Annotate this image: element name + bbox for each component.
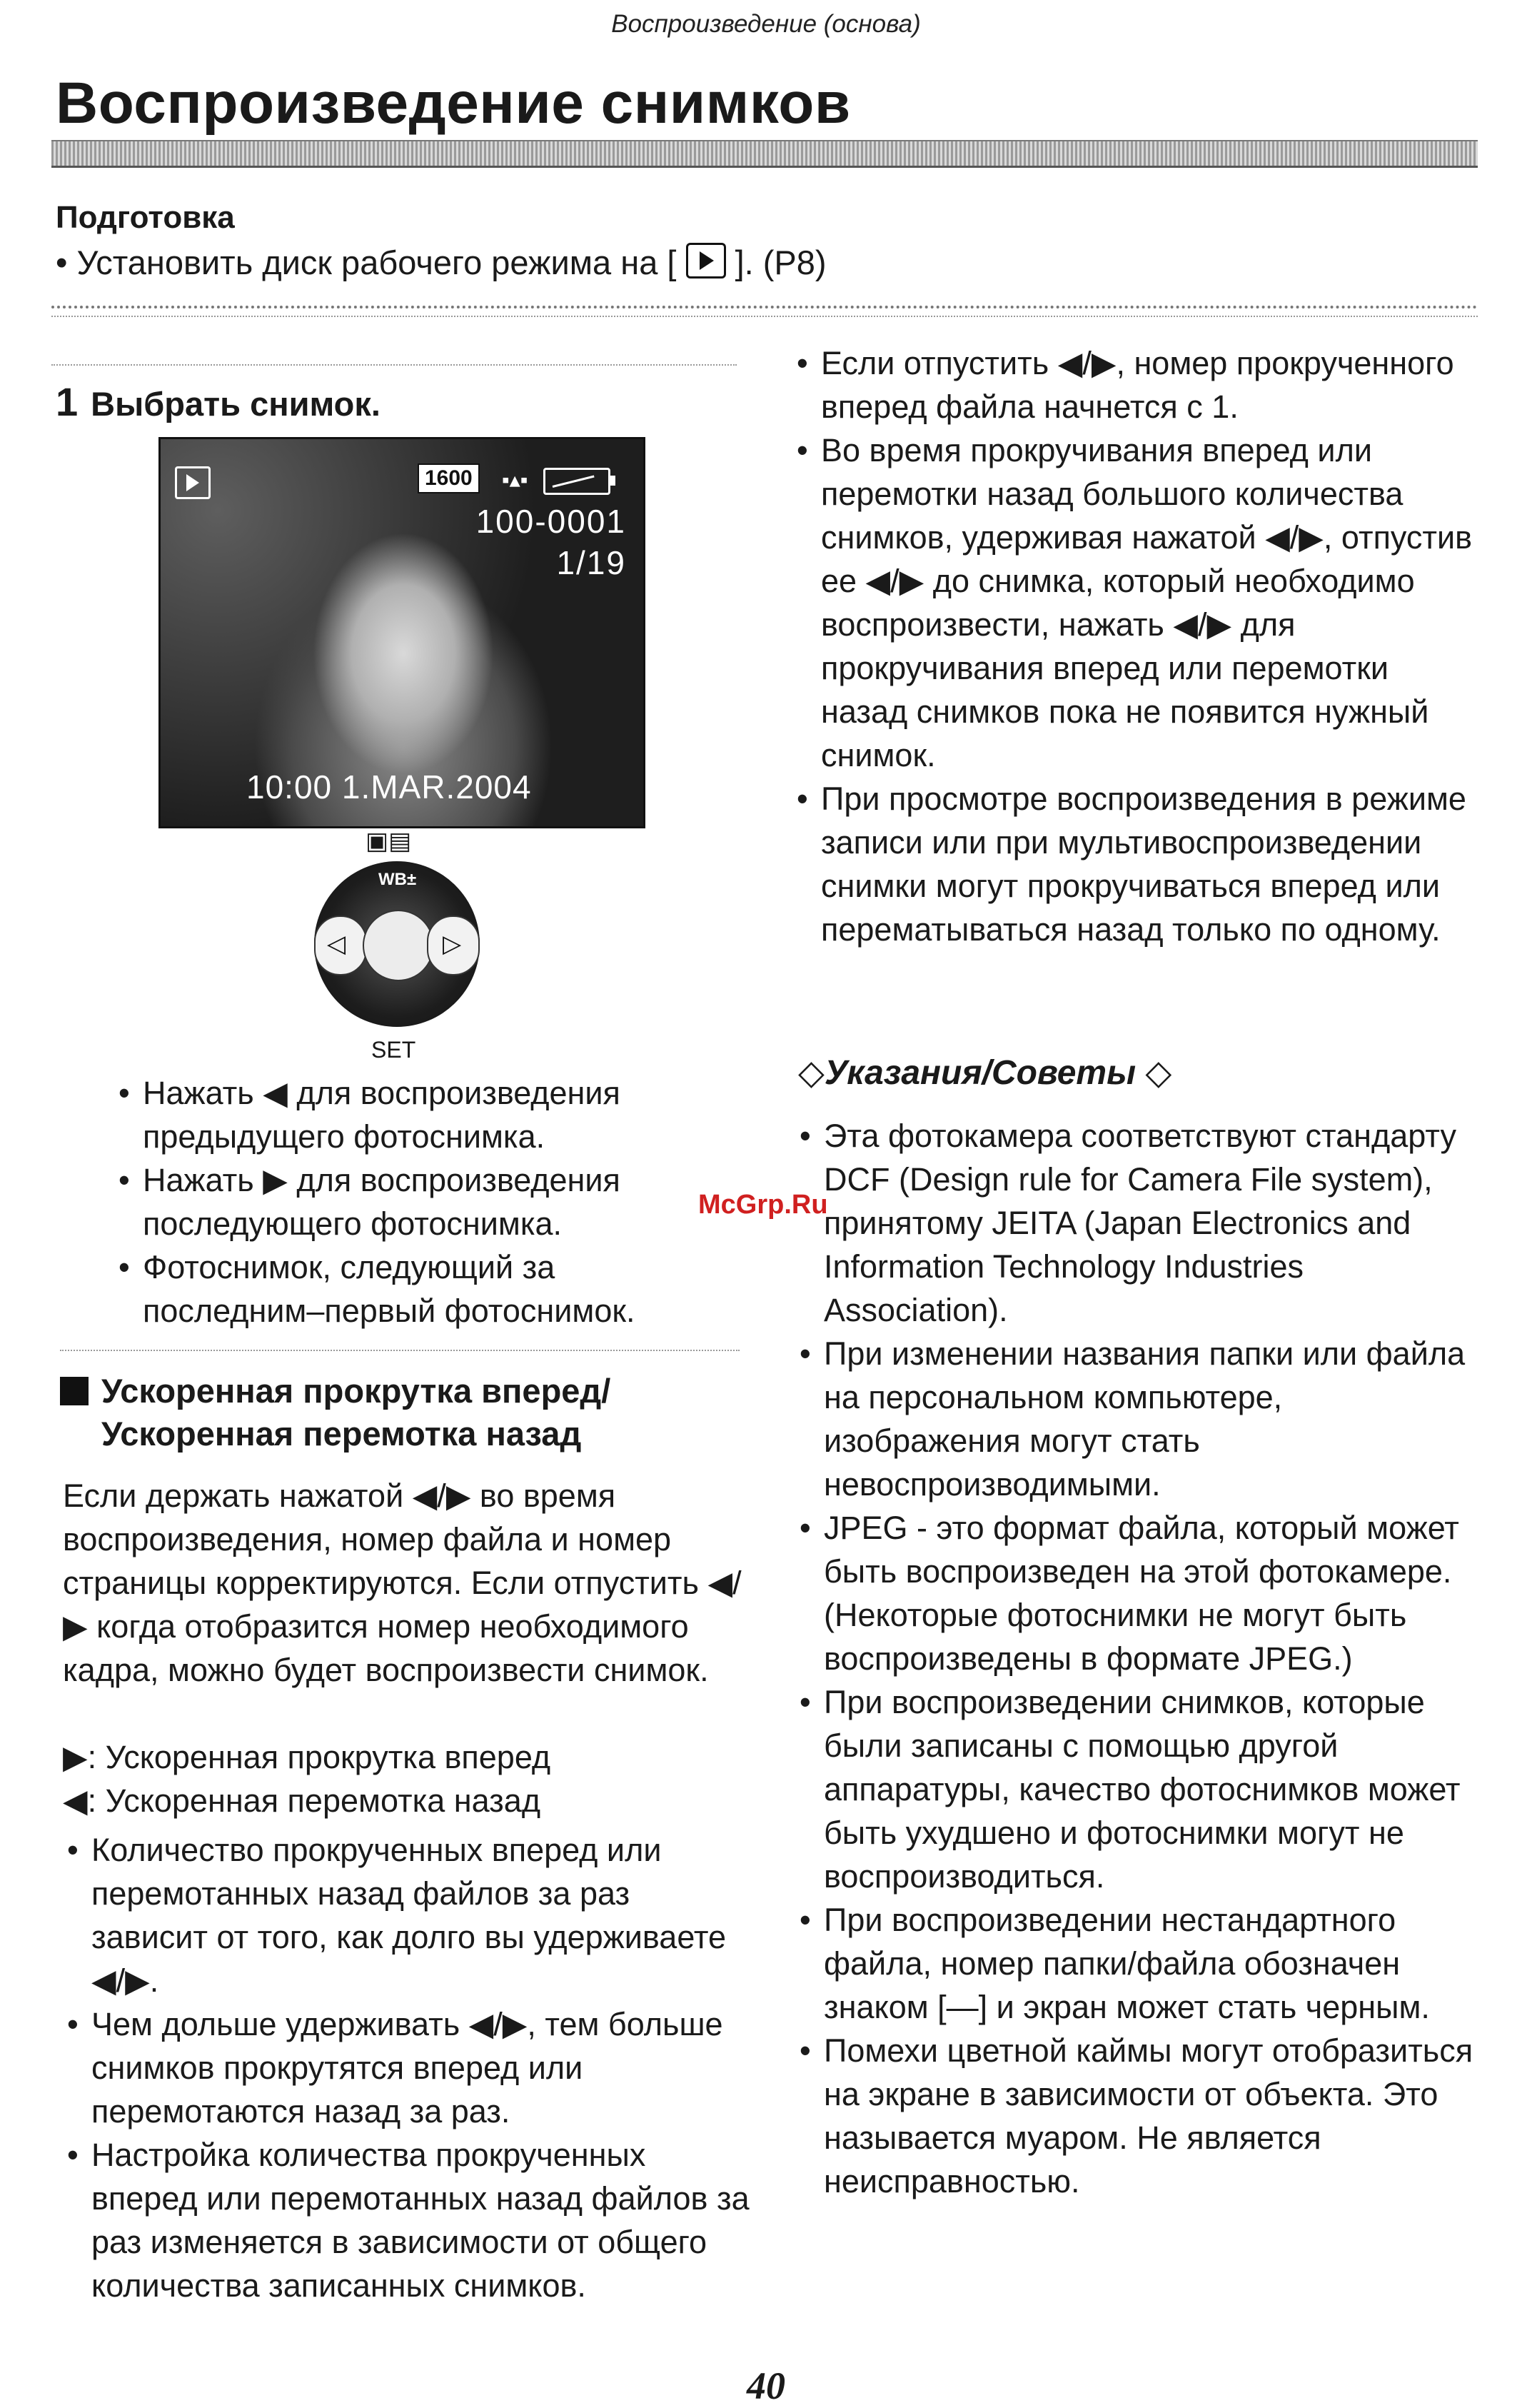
- fast-scroll-bullets: [64, 1828, 750, 2307]
- right-column-bullets: [794, 341, 1479, 951]
- list-item: • JPEG - это формат файла, который может быть воспроизведен на этой фотокамере. (Некоторые фотоснимки не могут быть воспроизведены в формате JPEG.): [797, 1506, 1482, 1680]
- preparation-text-after: ]. (P8): [735, 244, 827, 281]
- recording-datetime: 10:00 1.MAR.2004: [246, 768, 532, 806]
- preparation-text: • Установить диск рабочего режима на [ ]. (P8): [56, 244, 827, 281]
- file-number: 100-0001: [475, 503, 626, 540]
- list-item: • Нажать ◀ для воспроизведения предыдущего фотоснимка.: [116, 1071, 744, 1158]
- step-1-title: [56, 378, 381, 425]
- camera-lcd-screen: [158, 437, 645, 828]
- set-label: SET: [371, 1037, 416, 1063]
- list-item: • При изменении названия папки или файла на персональном компьютере, изображения могут стать невоспроизводимыми.: [797, 1332, 1482, 1506]
- subsection-divider: [60, 1350, 740, 1351]
- step-title-text: Выбрать снимок.: [91, 385, 381, 423]
- step-1-bullets: [116, 1071, 744, 1333]
- list-item: • При просмотре воспроизведения в режиме записи или при мультивоспроизведении снимки могут прокручиваться вперед или перематываться назад только по одному.: [794, 777, 1479, 951]
- list-item: • Фотоснимок, следующий за последним–первый фотоснимок.: [116, 1245, 744, 1333]
- list-item: • Помехи цветной каймы могут отобразиться на экране в зависимости от объекта. Это называется муаром. Не является неисправностью.: [797, 2029, 1482, 2203]
- left-cursor-button: [314, 915, 367, 975]
- backward-legend: ◀: Ускоренная перемотка назад: [63, 1782, 541, 1819]
- playback-mode-icon: [686, 243, 726, 279]
- fast-scroll-legend: [63, 1735, 748, 1822]
- quality-icon: ▪▴▪: [502, 468, 528, 492]
- tips-title: ◇Указания/Советы ◇: [798, 1054, 1172, 1092]
- running-header: Воспроизведение (основа): [611, 10, 921, 38]
- forward-legend: ▶: Ускоренная прокрутка вперед: [63, 1739, 551, 1775]
- picture-count: 1/19: [556, 544, 626, 581]
- fast-scroll-title: [60, 1370, 610, 1455]
- list-item: • При воспроизведении снимков, которые были записаны с помощью другой аппаратуры, качество фотоснимков может быть ухудшено и фотоснимки могут не воспроизводиться.: [797, 1680, 1482, 1898]
- exposure-review-icons: ▣▤: [366, 828, 412, 855]
- step-number: 1: [56, 379, 79, 424]
- playback-icon: [175, 466, 211, 499]
- battery-icon: [543, 468, 610, 495]
- cursor-button-dial: [314, 861, 480, 1027]
- list-item: • Во время прокручивания вперед или перемотки назад большого количества снимков, удерживая нажатой ◀/▶, отпустив ее ◀/▶ до снимка, который необходимо воспроизвести, нажать ◀/▶ для прокручивания вперед или перемотки назад снимков пока не появится нужный снимок.: [794, 428, 1479, 777]
- list-item: • При воспроизведении нестандартного файла, номер папки/файла обозначен знаком [—] и экран может стать черным.: [797, 1898, 1482, 2029]
- fast-scroll-title-line2: Ускоренная перемотка назад: [101, 1415, 582, 1453]
- wb-label: WB±: [378, 870, 417, 889]
- preparation-heading: Подготовка: [56, 200, 235, 235]
- right-arrow-icon: ▷: [443, 930, 462, 958]
- title-rule: [51, 140, 1478, 168]
- right-cursor-button: [427, 915, 480, 975]
- list-item: • Эта фотокамера соответствуют стандарту DCF (Design rule for Camera File system), принятому JEITA (Japan Electronics and Information Technology Industries Association).: [797, 1114, 1482, 1332]
- section-marker-icon: [60, 1377, 89, 1405]
- preparation-text-before: Установить диск рабочего режима на [: [76, 244, 677, 281]
- list-item: • Настройка количества прокрученных вперед или перемотанных назад файлов за раз изменяется в зависимости от общего количества записанных снимков.: [64, 2133, 750, 2307]
- fast-scroll-intro: Если держать нажатой ◀/▶ во время воспроизведения, номер файла и номер страницы корректируются. Если отпустить ◀/▶ когда отобразится номер необходимого кадра, можно будет воспроизвести снимок.: [63, 1478, 742, 1688]
- list-item: • Количество прокрученных вперед или перемотанных назад файлов за раз зависит от того, как долго вы удерживаете ◀/▶.: [64, 1828, 750, 2002]
- list-item: • Чем дольше удерживать ◀/▶, тем больше снимков прокрутятся вперед или перемотаются назад за раз.: [64, 2002, 750, 2133]
- step-divider: [51, 364, 737, 366]
- page-number: 40: [747, 2364, 785, 2407]
- iso-indicator: 1600: [418, 463, 480, 493]
- list-item: • Нажать ▶ для воспроизведения последующего фотоснимка.: [116, 1158, 744, 1245]
- section-divider: [51, 306, 1478, 308]
- left-arrow-icon: ◁: [327, 930, 346, 958]
- tips-bullets: [797, 1114, 1482, 2203]
- set-button: [363, 910, 434, 981]
- page-title: Воспроизведение снимков: [56, 71, 851, 136]
- watermark: McGrp.Ru: [698, 1190, 828, 1220]
- section-divider-fine: [51, 316, 1478, 317]
- list-item: • Если отпустить ◀/▶, номер прокрученного вперед файла начнется с 1.: [794, 341, 1479, 428]
- fast-scroll-title-line1: Ускоренная прокрутка вперед/: [101, 1372, 611, 1410]
